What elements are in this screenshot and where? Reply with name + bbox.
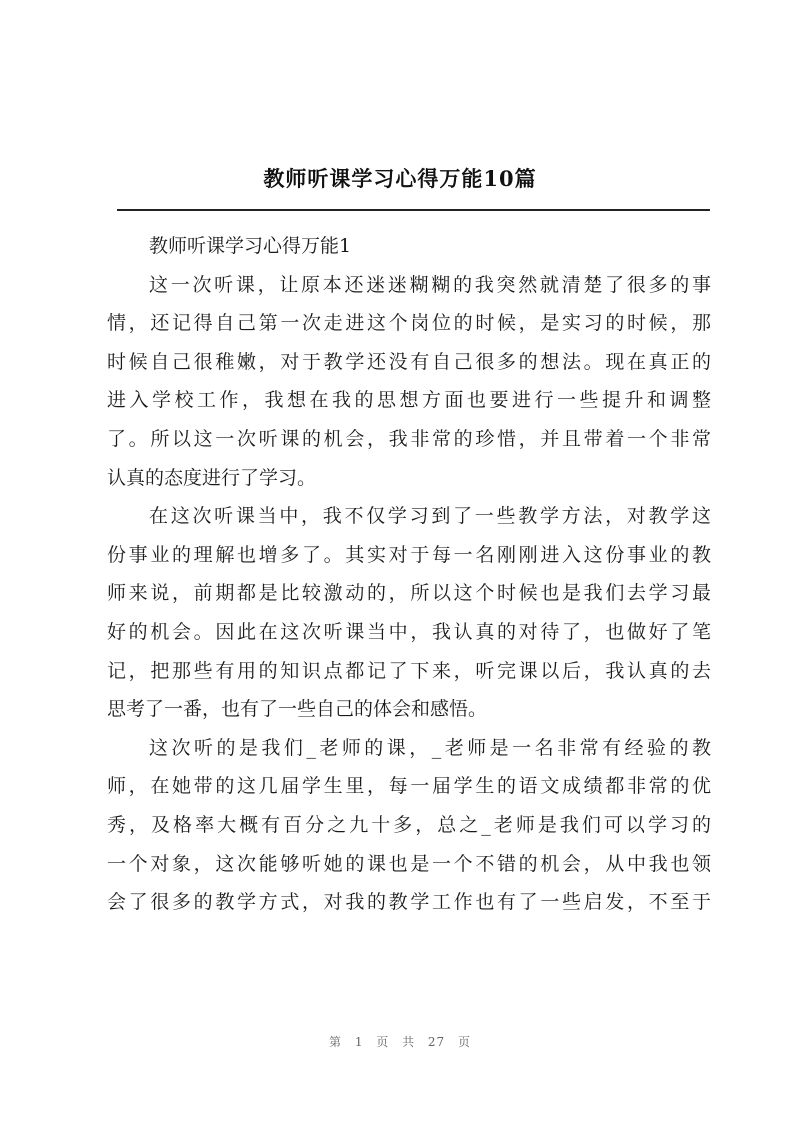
paragraph-line: 师，在她带的这几届学生里，每一届学生的语文成绩都非常的优 <box>107 775 711 798</box>
paragraph-line: 师来说，前期都是比较激动的，所以这个时候也是我们去学习最 <box>107 582 711 605</box>
paragraph-line: 会了很多的教学方式，对我的教学工作也有了一些启发，不至于 <box>107 891 711 914</box>
paragraph-line: 好的机会。因此在这次听课当中，我认真的对待了，也做好了笔 <box>107 620 711 643</box>
paragraph-line: 一个对象，这次能够听她的课也是一个不错的机会，从中我也领 <box>107 852 711 875</box>
paragraph-line: 秀，及格率大概有百分之九十多，总之_老师是我们可以学习的 <box>107 813 711 836</box>
paragraph-line: 思考了一番，也有了一些自己的体会和感悟。 <box>107 698 488 721</box>
paragraph-line: 时候自己很稚嫩，对于教学还没有自己很多的想法。现在真正的 <box>107 350 711 373</box>
paragraph-line: 这次听的是我们_老师的课，_老师是一名非常有经验的教 <box>149 736 711 759</box>
paragraph-line: 份事业的理解也增多了。其实对于每一名刚刚进入这份事业的教 <box>107 543 711 566</box>
paragraph-line: 在这次听课当中，我不仅学习到了一些教学方法，对教学这 <box>149 505 711 528</box>
paragraph-line: 这一次听课，让原本还迷迷糊糊的我突然就清楚了很多的事 <box>149 273 711 296</box>
paragraph-line: 认真的态度进行了学习。 <box>107 466 317 489</box>
paragraph-line: 情，还记得自己第一次走进这个岗位的时候，是实习的时候，那 <box>107 312 711 335</box>
paragraph-line: 记，把那些有用的知识点都记了下来，听完课以后，我认真的去 <box>107 659 711 682</box>
paragraph-line: 了。所以这一次听课的机会，我非常的珍惜，并且带着一个非常 <box>107 427 711 450</box>
document-title: 教师听课学习心得万能10篇 <box>263 166 537 191</box>
section-heading: 教师听课学习心得万能1 <box>149 235 352 257</box>
title-divider <box>117 209 710 211</box>
paragraph-line: 进入学校工作，我想在我的思想方面也要进行一些提升和调整 <box>107 389 711 412</box>
document-body <box>107 227 711 922</box>
page-footer: 第 1 页 共 27 页 <box>329 1035 471 1049</box>
